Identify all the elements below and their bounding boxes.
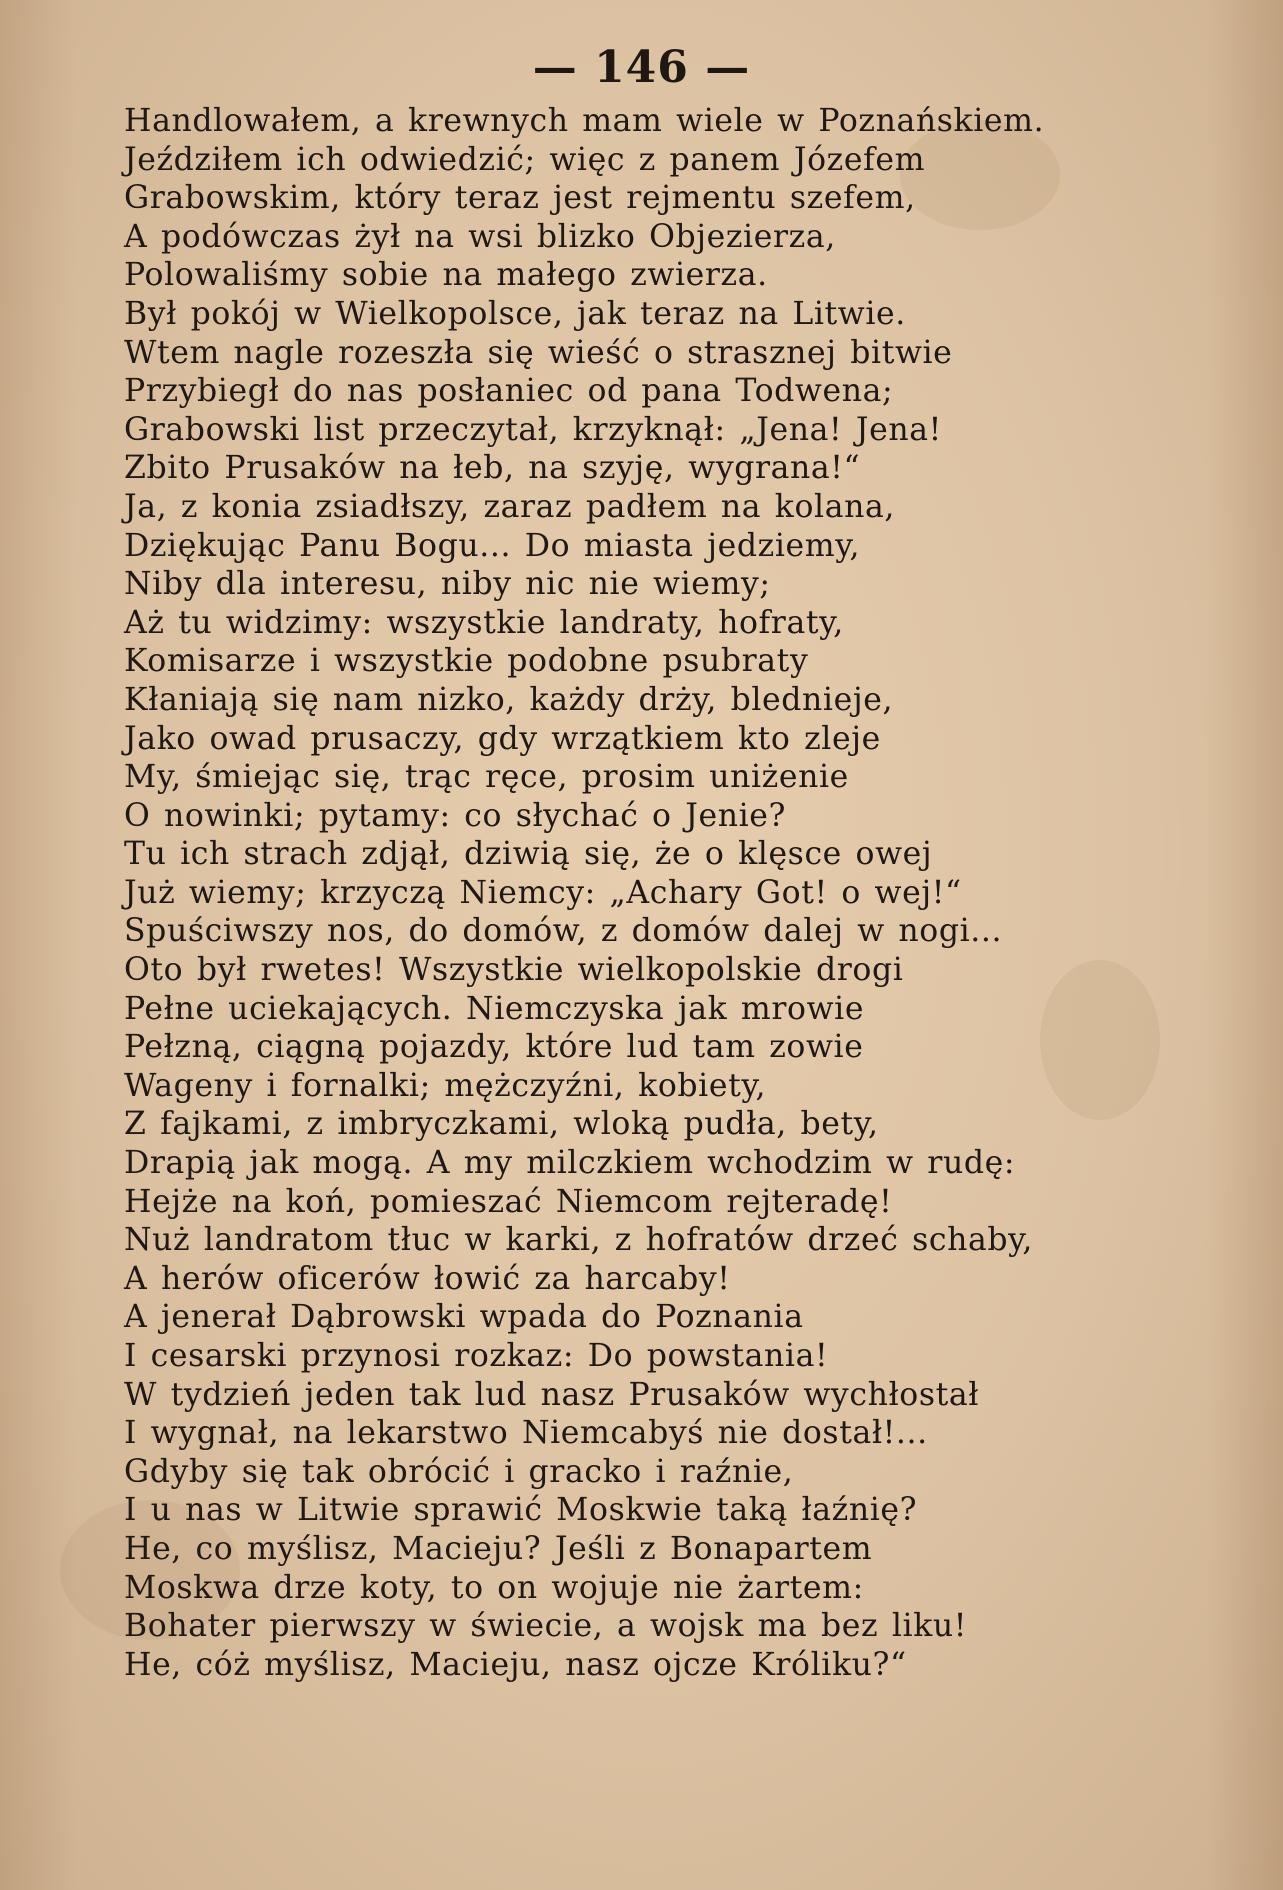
verse-line: Kłaniają się nam nizko, każdy drży, blednieje, — [124, 681, 894, 718]
verse-line: Ja, z konia zsiadłszy, zaraz padłem na kolana, — [124, 488, 895, 525]
verse-line: Tu ich strach zdjął, dziwią się, że o klęsce owej — [124, 836, 933, 873]
verse-line: Spuściwszy nos, do domów, z domów dalej w nogi... — [124, 913, 1003, 950]
verse-line: Był pokój w Wielkopolsce, jak teraz na Litwie. — [124, 295, 906, 332]
verse-line: Wtem nagle rozeszła się wieść o strasznej bitwie — [124, 334, 953, 371]
verse-line: Polowaliśmy sobie na małego zwierza. — [124, 257, 768, 294]
verse-line: Oto był rwetes! Wszystkie wielkopolskie drogi — [124, 952, 904, 989]
verse-line: Nuż landratom tłuc w karki, z hofratów drzeć schaby, — [124, 1222, 1033, 1259]
verse-line: A jenerał Dąbrowski wpada do Poznania — [124, 1299, 804, 1336]
page-number: — 146 — — [532, 42, 751, 93]
verse-line: Dziękując Panu Bogu... Do miasta jedziemy, — [124, 527, 861, 564]
verse-line: Z fajkami, z imbryczkami, wloką pudła, bety, — [124, 1106, 879, 1143]
verse-line: Zbito Prusaków na łeb, na szyję, wygrana!“ — [124, 450, 861, 487]
verse-line: I wygnał, na lekarstwo Niemcabyś nie dostał!... — [124, 1415, 928, 1452]
verse-line: Aż tu widzimy: wszystkie landraty, hofraty, — [124, 604, 844, 641]
verse-line: Pełne uciekających. Niemczyska jak mrowie — [124, 990, 865, 1027]
verse-line: Hejże na koń, pomieszać Niemcom rejteradę! — [124, 1183, 893, 1220]
verse-line: Grabowski list przeczytał, krzyknął: „Jena! Jena! — [124, 411, 942, 448]
verse-line: Bohater pierwszy w świecie, a wojsk ma bez liku! — [124, 1608, 968, 1645]
verse-line: He, cóż myślisz, Macieju, nasz ojcze Króliku?“ — [124, 1646, 907, 1683]
verse-line: Niby dla interesu, niby nic nie wiemy; — [124, 566, 771, 603]
verse-line: He, co myślisz, Macieju? Jeśli z Bonapartem — [124, 1530, 873, 1567]
verse-line: Moskwa drze koty, to on wojuje nie żartem: — [124, 1569, 864, 1606]
poem-text — [124, 102, 1224, 1684]
verse-line: I cesarski przynosi rozkaz: Do powstania! — [124, 1338, 829, 1374]
verse-line: My, śmiejąc się, trąc ręce, prosim uniżenie — [124, 759, 849, 796]
verse-line: A herów oficerów łowić za harcaby! — [124, 1260, 731, 1297]
verse-line: Drapią jak mogą. A my milczkiem wchodzim w rudę: — [124, 1145, 1016, 1182]
verse-line: Gdyby się tak obrócić i gracko i raźnie, — [124, 1453, 794, 1490]
verse-line: Grabowskim, który teraz jest rejmentu szefem, — [124, 180, 916, 217]
verse-line: A podówczas żył na wsi blizko Objezierza, — [124, 218, 836, 255]
verse-line: Przybiegł do nas posłaniec od pana Todwena; — [124, 373, 894, 410]
verse-line: Pełzną, ciągną pojazdy, które lud tam zowie — [124, 1029, 864, 1066]
verse-line: Jeździłem ich odwiedzić; więc z panem Józefem — [124, 141, 926, 178]
verse-line: Wageny i fornalki; mężczyźni, kobiety, — [124, 1067, 767, 1104]
verse-line: I u nas w Litwie sprawić Moskwie taką łaźnię? — [124, 1492, 918, 1529]
verse-line: Jako owad prusaczy, gdy wrzątkiem kto zleje — [124, 720, 881, 757]
verse-line: Już wiemy; krzyczą Niemcy: „Achary Got! o wej!“ — [124, 874, 962, 911]
verse-line: O nowinki; pytamy: co słychać o Jenie? — [124, 797, 786, 834]
verse-line: W tydzień jeden tak lud nasz Prusaków wychłostał — [124, 1376, 980, 1413]
verse-line: Handlowałem, a krewnych mam wiele w Poznańskiem. — [124, 103, 1045, 139]
verse-line: Komisarze i wszystkie podobne psubraty — [124, 643, 809, 680]
